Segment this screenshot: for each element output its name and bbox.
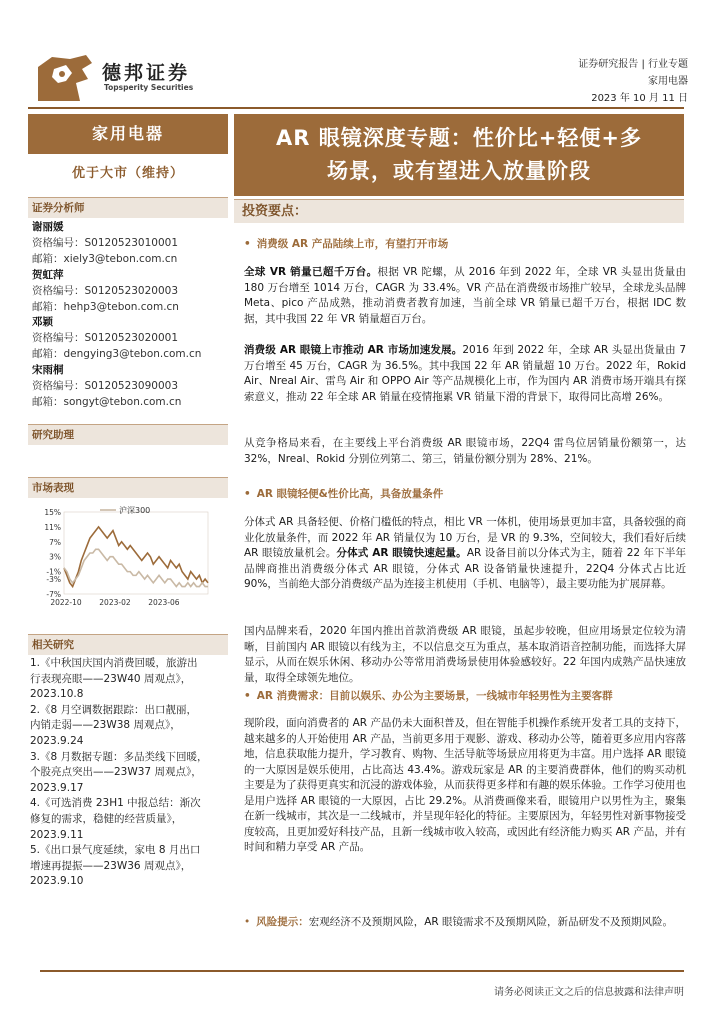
logo-name: 德邦证券 xyxy=(102,62,191,84)
analyst-email[interactable]: 邮箱：hehp3@tebon.com.cn xyxy=(32,300,179,313)
series-line-沪深300 xyxy=(64,549,208,586)
related-line: 2023.9.24 xyxy=(30,734,84,747)
report-title xyxy=(234,114,684,196)
analysts-heading: 证券分析师 xyxy=(28,197,228,218)
report-type: 证券研究报告 | 行业专题 xyxy=(578,59,688,70)
related-line: 2023.10.8 xyxy=(30,688,84,701)
related-line: 3.《8 月数据专题：多品类线下回暖， xyxy=(30,750,208,763)
analyst-name: 宋雨桐 xyxy=(32,364,64,377)
sector-label: 家用电器 xyxy=(28,114,228,154)
y-tick-label: 7% xyxy=(49,537,61,547)
investment-points-heading: 投资要点： xyxy=(234,199,684,223)
bullet-icon: • xyxy=(244,238,251,250)
footer-divider xyxy=(40,970,684,972)
bullet-text: AR 消费需求：目前以娱乐、办公为主要场景，一线城市年轻男性为主要客群 xyxy=(256,690,613,702)
header-divider xyxy=(28,107,684,109)
title-line-2: 场景，或有望进入放量阶段 xyxy=(327,159,591,183)
bullet-icon: • xyxy=(244,488,251,500)
paragraph-3 xyxy=(244,436,686,467)
report-date: 2023 年 10 月 11 日 xyxy=(591,93,688,104)
x-tick-label: 2022-10 xyxy=(50,598,82,607)
chart-y-ticks xyxy=(44,508,61,599)
y-tick-label: -7% xyxy=(46,590,61,599)
paragraph-body: 根据 VR 陀螺，从 2016 年到 2022 年，全球 VR 头显出货量由 180 万台增至 1014 万台，CAGR 为 33.4%。VR 产品在消费级市场推广较早，全球龙头品牌 Meta、pico 产品成熟，推动消费者教育加速，当前全球 VR 销量已超千万台，根据 IDC 数据，其中我国 22 年 VR 销量超百万台。 xyxy=(244,266,686,325)
paragraph-5 xyxy=(244,624,686,686)
risk-text: 宏观经济不及预期风险，AR 眼镜需求不及预期风险，新品研发不及预期风险。 xyxy=(308,916,674,928)
paragraph-1 xyxy=(244,265,686,327)
related-line: 2.《8 月空调数据跟踪：出口靓丽， xyxy=(30,703,198,716)
analyst-cert: 资格编号：S0120523020003 xyxy=(32,284,179,297)
footer-disclaimer[interactable]: 请务必阅读正文之后的信息披露和法律声明 xyxy=(494,987,684,998)
y-tick-label: -1% xyxy=(46,567,61,577)
series-line-家用电器 xyxy=(64,527,208,587)
bullet-icon: • xyxy=(244,916,251,928)
paragraph-body: 从竞争格局来看，在主要线上平台消费级 AR 眼镜市场，22Q4 雷鸟位居销量份额第一，达 32%，Nreal、Rokid 分别位列第二、第三，销量份额分别为 28%、21%。 xyxy=(244,437,686,465)
analyst-name: 邓颖 xyxy=(32,316,53,329)
related-heading: 相关研究 xyxy=(28,634,228,655)
market-heading: 市场表现 xyxy=(28,477,228,498)
paragraph-body: AR 设备目前以分体式为主，随着 22 年下半年品牌商推出消费级分体式 AR 眼镜，分体式 AR 设备销量快速提升，22Q4 分体式占比近 90%，当前绝大部分消费级产品为连接主机使用（手机、电脑等），最主要功能为扩展屏幕。 xyxy=(244,547,686,590)
related-line: 2023.9.10 xyxy=(30,875,84,888)
related-line: 增速再提振——23W36 周观点》， xyxy=(30,859,192,872)
analyst-email[interactable]: 邮箱：xiely3@tebon.com.cn xyxy=(32,252,178,265)
related-list xyxy=(30,656,228,890)
bullet-heading-2 xyxy=(244,486,684,501)
analyst-cert: 资格编号：S0120523020001 xyxy=(32,332,179,345)
related-line: 内销走弱——23W38 周观点》， xyxy=(30,719,181,732)
related-line: 1.《中秋国庆国内消费回暖，旅游出 xyxy=(30,657,198,669)
paragraph-body: 分体式 AR 具备轻便、价格门槛低的特点，相比 VR 一体机，使用场景更加丰富，具备较强的商业化放量条件，而 2022 年 AR 销量仅为 10 万台，是 VR 的 9.3%，空间较大，我们看好后续 AR 眼镜放量机会。 xyxy=(244,516,686,559)
analyst-name: 谢丽媛 xyxy=(32,221,64,233)
analyst-list xyxy=(32,220,232,411)
report-sector: 家用电器 xyxy=(648,76,688,87)
related-line: 4.《可选消费 23H1 中报总结：渐次 xyxy=(30,797,201,810)
bullet-heading-1 xyxy=(244,236,684,251)
x-tick-label: 2023-02 xyxy=(99,598,131,607)
assistant-heading: 研究助理 xyxy=(28,424,228,445)
paragraph-body: 2016 年到 2022 年，全球 AR 头显出货量由 7 万台增至 45 万台，CAGR 为 36.5%。其中我国 22 年 AR 销量超 10 万台。2022 年，Rokid Air、Nreal Air、雷鸟 Air 和 OPPO Air 等产品规模化上市，作为国内 AR 消费市场开端具有探索意义，推动 22 年全球 AR 销量在疫情拖累 VR 销量下滑的背景下，取得同比高增 26%。 xyxy=(244,344,686,403)
bullet-text: 消费级 AR 产品陆续上市，有望打开市场 xyxy=(256,238,449,250)
bullet-heading-3 xyxy=(244,688,684,703)
title-line-1: AR 眼镜深度专题：性价比+轻便+多 xyxy=(276,126,642,150)
y-tick-label: 11% xyxy=(44,522,61,532)
related-line: 5.《出口景气度延续，家电 8 月出口 xyxy=(30,844,201,857)
related-line: 行表现亮眼——23W40 周观点》， xyxy=(30,672,192,685)
rating: 优于大市（维持） xyxy=(71,166,184,181)
related-item[interactable] xyxy=(30,656,228,703)
analyst-cert: 资格编号：S0120523010001 xyxy=(32,236,179,249)
chart-legend xyxy=(100,505,150,515)
market-chart xyxy=(28,500,228,612)
risk-label: 风险提示： xyxy=(256,916,309,928)
related-item[interactable] xyxy=(30,750,228,797)
y-tick-label: 3% xyxy=(49,552,61,562)
analyst-cert: 资格编号：S0120523090003 xyxy=(32,380,179,393)
bullet-icon: • xyxy=(244,690,251,702)
paragraph-lead: 分体式 AR 眼镜快速起量。 xyxy=(336,547,467,559)
logo-english: Topsperity Securities xyxy=(104,83,194,92)
legend-label: 沪深300 xyxy=(119,506,151,515)
paragraph-body: 国内品牌来看，2020 年国内推出首款消费级 AR 眼镜，虽起步较晚，但应用场景定位较为清晰，目前国内 AR 眼镜以有线为主，不以信息交互为重点，基本取消语音控制功能，而选择大屏显示，从而在娱乐休闲、移动办公等常用消费场景使用体验感较好。22 年国内成熟产品快速放量，取得全球领先地位。 xyxy=(244,625,686,684)
paragraph-body: 现阶段，面向消费者的 AR 产品仍未大面积普及，但在智能手机操作系统开发者工具的支持下，越来越多的人开始使用 AR 产品，当前更多用于观影、游戏、移动办公等，随着更多应用内容落地，信息获取能力提升，学习教育、购物、生活导航等场景应用将更为丰富。用户选择 AR 眼镜的一大原因是娱乐使用，占比高达 43.4%。游戏玩家是 AR 的主要消费群体，他们的购买动机主要是为了获得更真实和沉浸的游戏体验，从而获得更多样和有趣的娱乐体验。工作学习使用也是用户选择 AR 眼镜的一大原因，占比 29.2%。从消费画像来看，眼镜用户以男性为主，聚集在新一线城市，其次是一二线城市，并呈现年轻化的特征。主要原因为，年轻男性对新事物接受度较高，且更加爱好科技产品，且新一线城市收入较高，或因此有经济能力购买 AR 产品，并有时间和精力享受 AR 产品。 xyxy=(244,717,686,853)
y-tick-label: 15% xyxy=(44,508,61,517)
logo-icon xyxy=(36,53,94,103)
bullet-text: AR 眼镜轻便&性价比高，具备放量条件 xyxy=(256,488,444,500)
paragraph-6 xyxy=(244,716,686,856)
analyst-name: 贺虹萍 xyxy=(32,268,64,281)
related-item[interactable] xyxy=(30,796,228,843)
analyst-email[interactable]: 邮箱：dengying3@tebon.com.cn xyxy=(32,348,202,361)
related-item[interactable] xyxy=(30,703,228,750)
paragraph-lead: 消费级 AR 眼镜上市推动 AR 市场加速发展。 xyxy=(244,344,463,356)
y-tick-label: -3% xyxy=(46,575,61,585)
analyst-email[interactable]: 邮箱：songyt@tebon.com.cn xyxy=(32,395,182,408)
paragraph-2 xyxy=(244,343,686,405)
chart-x-ticks xyxy=(50,598,179,607)
related-line: 修复的需求，稳健的经营质量》， xyxy=(30,812,183,825)
paragraph-4 xyxy=(244,515,686,593)
related-line: 2023.9.11 xyxy=(30,828,84,841)
related-item[interactable] xyxy=(30,843,228,890)
paragraph-lead: 全球 VR 销量已超千万台。 xyxy=(244,266,378,278)
related-line: 个股亮点突出——23W37 周观点》， xyxy=(30,766,202,779)
x-tick-label: 2023-06 xyxy=(148,598,180,607)
risk-warning xyxy=(244,915,686,931)
chart-lines xyxy=(64,527,208,587)
related-line: 2023.9.17 xyxy=(30,781,84,794)
